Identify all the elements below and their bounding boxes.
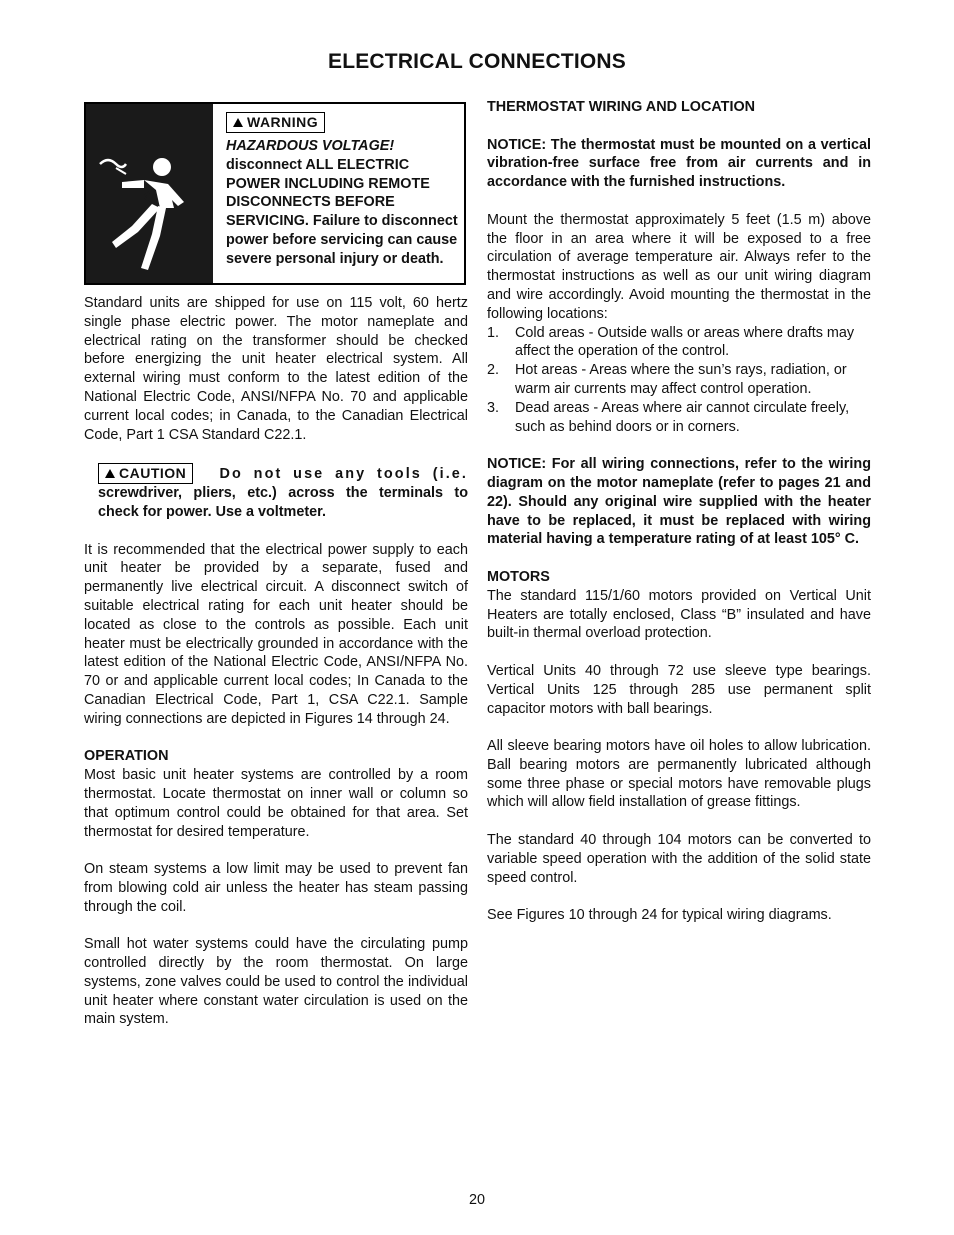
intro-paragraph: Standard units are shipped for use on 115 volt, 60 hertz single phase electric power. The motor nameplate and electrical rating on the transformer should be checked before energizing the unit heater electrical system. All external wiring must conform to the latest edition of the National Electric Code, ANSI/NFPA No. 70 and applicable current local codes; in Canada, to the Canadian Electrical Code, Part 1 CSA Standard C22.1. [84, 295, 468, 443]
right-column [487, 98, 871, 925]
notice-mounting: NOTICE: The thermostat must be mounted on a vertical vibration-free surface free from air currents and in accordance with the furnished instructions. [487, 136, 871, 191]
operation-paragraph-2: On steam systems a low limit may be used to prevent fan from blowing cold air unless the heater has steam passing through the coil. [84, 861, 468, 915]
left-column [84, 102, 468, 1029]
motors-paragraph-1: The standard 115/1/60 motors provided on Vertical Unit Heaters are totally enclosed, Class “B” insulated and have built-in thermal overload protection. [487, 587, 871, 642]
recommend-paragraph: It is recommended that the electrical power supply to each unit heater be provided by a separate, fused and permanently live electrical circuit. A disconnect switch of suitable electrical rating for each unit heater should be located as close to the controls as possible. Each unit heater must be electrically grounded in accordance with the latest edition of the National Electric Code, ANSI/NFPA No. 70 or and applicable current local codes; In Canada to the Canadian Electrical Code, Part 1, CSA C22.1. Sample wiring connections are depicted in Figures 14 through 24. [84, 541, 468, 727]
electric-shock-hazard-icon [86, 104, 213, 283]
caution-lead: Do not use any tools (i.e. [219, 466, 469, 483]
caution-signal-badge: CAUTION [98, 463, 193, 484]
motors-paragraph-5: See Figures 10 through 24 for typical wiring diagrams. [487, 907, 832, 924]
alert-triangle-icon [233, 118, 243, 127]
operation-heading: OPERATION [84, 748, 169, 765]
caution-notice [84, 463, 468, 522]
list-item: 1. Cold areas - Outside walls or areas where drafts may affect the operation of the control. [487, 324, 855, 360]
caution-text: screwdriver, pliers, etc.) across the terminals to check for power. Use a voltmeter. [98, 485, 468, 520]
warning-box [84, 102, 466, 285]
warning-signal-badge: WARNING [226, 112, 325, 133]
page-number: 20 [468, 1192, 485, 1208]
warning-text [226, 112, 458, 269]
locations-list [487, 324, 871, 437]
thermostat-heading: THERMOSTAT WIRING AND LOCATION [487, 99, 756, 115]
operation-paragraph-3: Small hot water systems could have the circulating pump controlled directly by the room thermostat. On large systems, zone valves could be used to control the individual unit heater where constant water circulation is used on the main system. [84, 936, 468, 1028]
warning-heading: HAZARDOUS VOLTAGE! [226, 138, 395, 154]
motors-paragraph-3: All sleeve bearing motors have oil holes to allow lubrication. Ball bearing motors are permanently lubricated although some three phase or special motors have removable plugs which will allow field installation of grease fittings. [487, 738, 871, 811]
alert-triangle-icon [105, 469, 115, 478]
motors-heading: MOTORS [487, 568, 550, 585]
mount-paragraph: Mount the thermostat approximately 5 feet (1.5 m) above the floor in an area where it will be exposed to a free circulation of average temperature air. Always refer to the thermostat instructions as well as our unit wiring diagram and wire accordingly. Avoid mounting the thermostat in the following locations: [487, 211, 871, 322]
motors-paragraph-4: The standard 40 through 104 motors can be converted to variable speed operation with the addition of the solid state speed control. [487, 832, 871, 886]
operation-paragraph-1: Most basic unit heater systems are controlled by a room thermostat. Locate thermostat on inner wall or column so that optimum control could be obtained for that area. Set thermostat for desired temperature. [84, 767, 468, 840]
list-item: 3. Dead areas - Areas where air cannot circulate freely, such as behind doors or in corners. [487, 399, 850, 435]
motors-paragraph-2: Vertical Units 40 through 72 use sleeve type bearings. Vertical Units 125 through 285 use permanent split capacitor motors with ball bearings. [487, 662, 871, 717]
notice-wiring: NOTICE: For all wiring connections, refer to the wiring diagram on the motor nameplate (refer to pages 21 and 22). Should any original wire supplied with the heater have to be replaced, it must be replaced with wiring material having a temperature rating of at least 105° C. [487, 456, 871, 548]
page-title: ELECTRICAL CONNECTIONS [327, 50, 627, 73]
list-item: 2. Hot areas - Areas where the sun’s rays, radiation, or warm air currents may affect control operation. [487, 362, 847, 397]
warning-body: disconnect ALL ELECTRIC POWER INCLUDING REMOTE DISCONNECTS BEFORE SERVICING. Failure to disconnect power before servicing can cause severe personal injury or death. [226, 156, 458, 267]
